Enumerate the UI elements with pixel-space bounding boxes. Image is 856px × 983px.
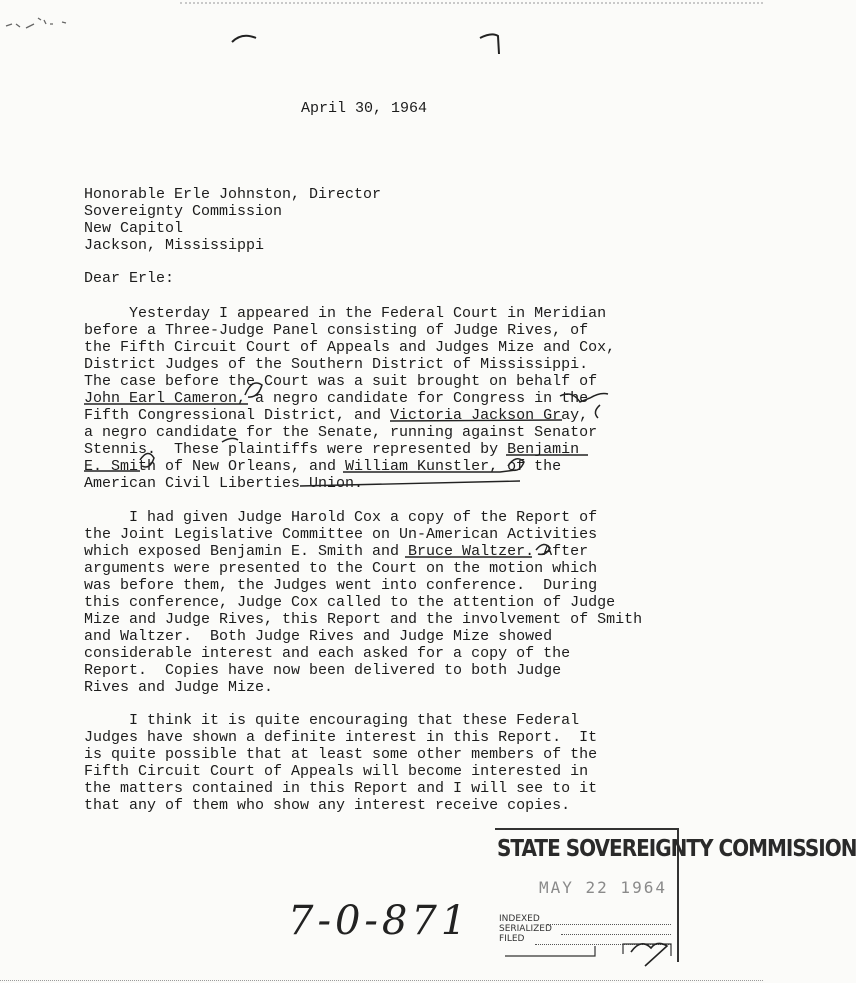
body-line: which exposed Benjamin E. Smith and Bruce Waltzer. After <box>84 543 589 560</box>
stamp-indexed-label: INDEXED <box>499 914 540 924</box>
stamp-title: STATE SOVEREIGNTY COMMISSION <box>497 834 856 862</box>
body-line: I had given Judge Harold Cox a copy of the Report of <box>84 509 598 526</box>
stamp-serialized-label: SERIALIZED <box>499 924 552 934</box>
stamp-filed-label: FILED <box>499 934 525 944</box>
body-line: a negro candidate for the Senate, running against Senator <box>84 424 598 441</box>
salutation: Dear Erle: <box>84 270 175 287</box>
body-line: The case before the Court was a suit brought on behalf of <box>84 373 598 390</box>
body-line: Fifth Congressional District, and Victoria Jackson Gray, <box>84 407 589 424</box>
corner-specks <box>2 12 72 36</box>
body-line: Mize and Judge Rives, this Report and the involvement of Smith <box>84 611 643 628</box>
body-line: Judges have shown a definite interest in this Report. It <box>84 729 598 746</box>
body-line: the matters contained in this Report and I will see to it <box>84 780 598 797</box>
body-line: John Earl Cameron, a negro candidate for Congress in the <box>84 390 589 407</box>
letter-date: April 30, 1964 <box>301 100 428 117</box>
body-line: the Fifth Circuit Court of Appeals and Judges Mize and Cox, <box>84 339 616 356</box>
body-line: Report. Copies have now been delivered to both Judge <box>84 662 562 679</box>
body-line: Stennis. These plaintiffs were represented by Benjamin <box>84 441 580 458</box>
handwritten-file-number: 7-0-871 <box>288 898 471 944</box>
body-line: arguments were presented to the Court on the motion which <box>84 560 598 577</box>
address-line: Jackson, Mississippi <box>84 237 265 254</box>
stamp-initials-mark <box>495 828 856 960</box>
fold-mark-left <box>230 30 260 50</box>
body-line: and Waltzer. Both Judge Rives and Judge Mize showed <box>84 628 553 645</box>
body-line: District Judges of the Southern District of Mississippi. <box>84 356 589 373</box>
body-line: is quite possible that at least some other members of the <box>84 746 598 763</box>
address-line: New Capitol <box>84 220 184 237</box>
body-line: Rives and Judge Mize. <box>84 679 274 696</box>
stamp-date: MAY 22 1964 <box>539 878 667 897</box>
body-line: before a Three-Judge Panel consisting of Judge Rives, of <box>84 322 589 339</box>
body-line: Fifth Circuit Court of Appeals will become interested in <box>84 763 589 780</box>
body-line: American Civil Liberties Union. <box>84 475 364 492</box>
top-edge-dots <box>180 2 763 4</box>
receipt-stamp <box>495 828 856 960</box>
body-line: Yesterday I appeared in the Federal Court in Meridian <box>84 305 607 322</box>
body-line: E. Smith of New Orleans, and William Kunstler, of the <box>84 458 562 475</box>
body-line: the Joint Legislative Committee on Un-American Activities <box>84 526 598 543</box>
fold-mark-right <box>478 30 508 58</box>
bottom-edge-line <box>0 980 763 981</box>
address-line: Honorable Erle Johnston, Director <box>84 186 382 203</box>
body-line: I think it is quite encouraging that these Federal <box>84 712 580 729</box>
body-line: was before them, the Judges went into conference. During <box>84 577 598 594</box>
address-line: Sovereignty Commission <box>84 203 283 220</box>
body-line: that any of them who show any interest receive copies. <box>84 797 571 814</box>
body-line: considerable interest and each asked for a copy of the <box>84 645 571 662</box>
body-line: this conference, Judge Cox called to the attention of Judge <box>84 594 616 611</box>
